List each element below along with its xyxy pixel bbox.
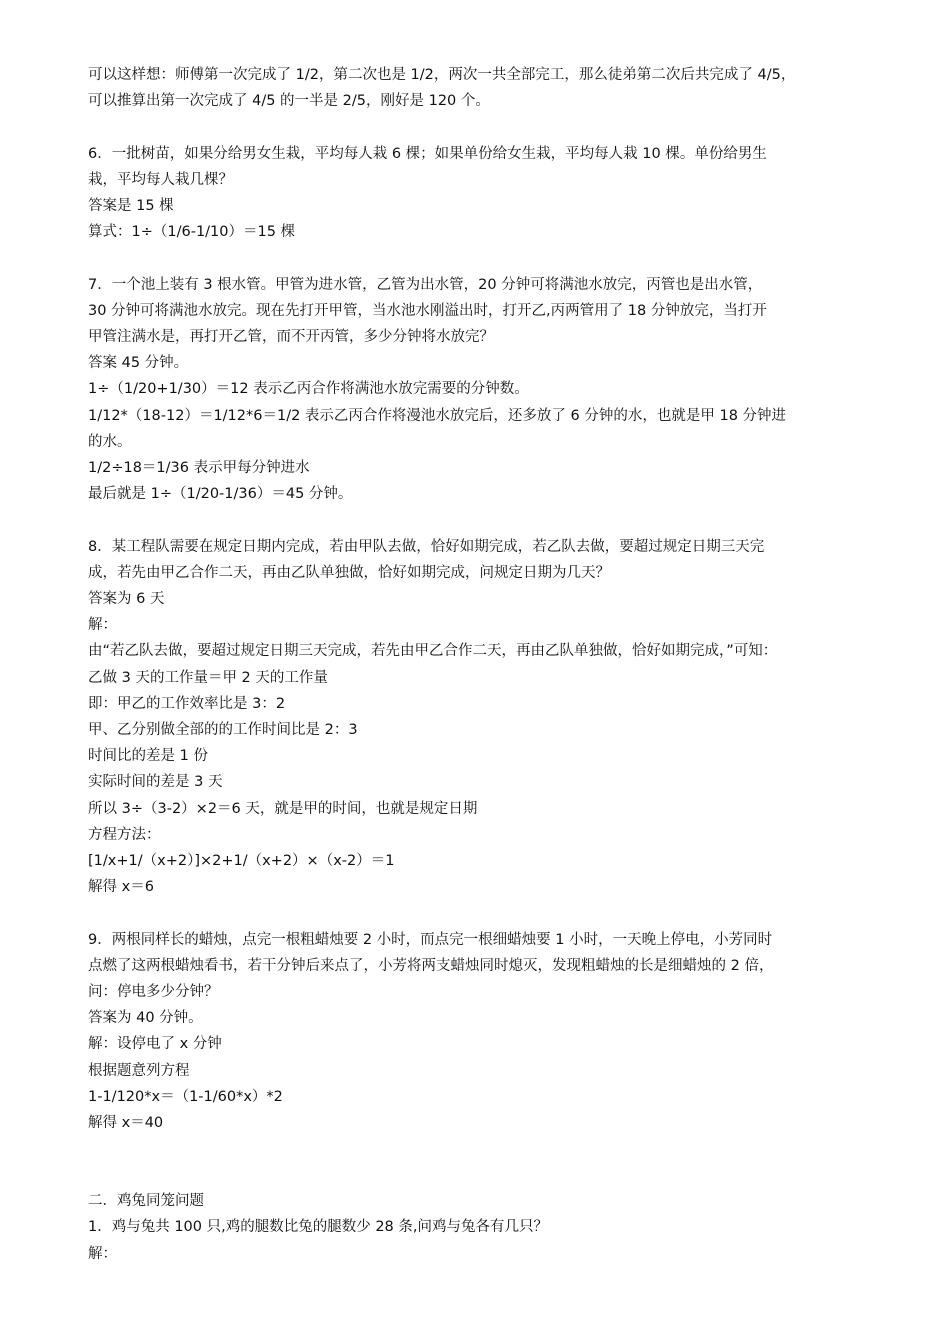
problem-7-text: 甲管注满水是，再打开乙管，而不开丙管，多少分钟将水放完？	[88, 329, 494, 345]
problem-8-step: 由“若乙队去做，要超过规定日期三天完成，若先由甲乙合作二天，再由乙队单独做，恰好如期完成，”可知：	[88, 643, 778, 660]
problem-8-step: 即：甲乙的工作效率比是 3：2	[88, 695, 286, 712]
problem-8-text: 8．某工程队需要在规定日期内完成，若由甲队去做，恰好如期完成，若乙队去做，要超过规定日期三天完	[88, 538, 765, 555]
problem-8-step: 时间比的差是 1 份	[88, 748, 208, 765]
problem-6-text: 栽，平均每人栽几棵？	[88, 171, 233, 188]
problem-1-step: 解：	[88, 1245, 117, 1262]
problem-8-step: [1/x+1/（x+2）]×2+1/（x+2）×（x-2）＝1	[88, 853, 395, 870]
problem-1-text: 1．鸡与兔共 100 只,鸡的腿数比兔的腿数少 28 条,问鸡与兔各有几只？	[88, 1219, 549, 1236]
section-heading: 二．鸡兔同笼问题	[88, 1193, 204, 1210]
text-line: 可以这样想：师傅第一次完成了 1/2，第二次也是 1/2，两次一共全部完工，那么徒弟第二次后共完成了 4/5，	[88, 67, 796, 83]
problem-6-answer: 答案是 15 棵	[88, 198, 174, 214]
problem-8-step: 甲、乙分别做全部的的工作时间比是 2：3	[88, 722, 358, 739]
problem-7-answer: 答案 45 分钟。	[88, 355, 189, 372]
problem-9-step: 1-1/120*x＝（1-1/60*x）*2	[88, 1088, 283, 1105]
problem-8-step: 解：	[88, 617, 117, 634]
paragraph-gap	[88, 507, 868, 533]
problem-9-text: 9．两根同样长的蜡烛，点完一根粗蜡烛要 2 小时，而点完一根细蜡烛要 1 小时，一天晚上停电，小芳同时	[88, 931, 773, 948]
problem-9-text: 问：停电多少分钟？	[88, 984, 219, 1001]
text-line: 可以推算出第一次完成了 4/5 的一半是 2/5，刚好是 120 个。	[88, 93, 490, 110]
paragraph-gap	[88, 245, 868, 271]
problem-8-step: 所以 3÷（3-2）×2＝6 天，就是甲的时间，也就是规定日期	[88, 800, 478, 817]
document-body	[88, 62, 868, 1267]
problem-7-step: 1/2÷18＝1/36 表示甲每分钟进水	[88, 460, 310, 477]
problem-9-step: 解：设停电了 x 分钟	[88, 1036, 222, 1053]
problem-6-text: 6．一批树苗，如果分给男女生栽，平均每人栽 6 棵；如果单份给女生栽，平均每人栽 10 棵。单份给男生	[88, 145, 767, 162]
problem-9-text: 点燃了这两根蜡烛看书，若干分钟后来点了，小芳将两支蜡烛同时熄灭，发现粗蜡烛的长是细蜡烛的 2 倍，	[88, 957, 774, 974]
section-gap	[88, 1136, 868, 1188]
problem-7-step: 的水。	[88, 433, 132, 450]
problem-7-text: 7．一个池上装有 3 根水管。甲管为进水管，乙管为出水管，20 分钟可将满池水放完，丙管也是出水管，	[88, 276, 763, 293]
problem-6-formula: 算式：1÷（1/6-1/10）＝15 棵	[88, 224, 296, 241]
problem-7-step: 1/12*（18-12）＝1/12*6＝1/2 表示乙丙合作将漫池水放完后，还多放了 6 分钟的水，也就是甲 18 分钟进	[88, 407, 787, 424]
problem-7-text: 30 分钟可将满池水放完。现在先打开甲管，当水池水刚溢出时，打开乙,丙两管用了 18 分钟放完，当打开	[88, 302, 767, 319]
problem-7-step: 1÷（1/20+1/30）＝12 表示乙丙合作将满池水放完需要的分钟数。	[88, 381, 529, 398]
problem-8-step: 方程方法：	[88, 826, 161, 843]
problem-9-answer: 答案为 40 分钟。	[88, 1010, 203, 1027]
paragraph-gap	[88, 114, 868, 140]
paragraph-gap	[88, 900, 868, 926]
problem-7-step: 最后就是 1÷（1/20-1/36）＝45 分钟。	[88, 486, 353, 503]
problem-8-text: 成，若先由甲乙合作二天，再由乙队单独做，恰好如期完成，问规定日期为几天？	[88, 564, 610, 581]
problem-8-step: 解得 x＝6	[88, 879, 154, 896]
problem-9-step: 根据题意列方程	[88, 1062, 190, 1079]
problem-8-step: 实际时间的差是 3 天	[88, 774, 223, 791]
problem-8-answer: 答案为 6 天	[88, 591, 165, 608]
problem-8-step: 乙做 3 天的工作量＝甲 2 天的工作量	[88, 669, 328, 686]
problem-9-step: 解得 x＝40	[88, 1115, 164, 1132]
